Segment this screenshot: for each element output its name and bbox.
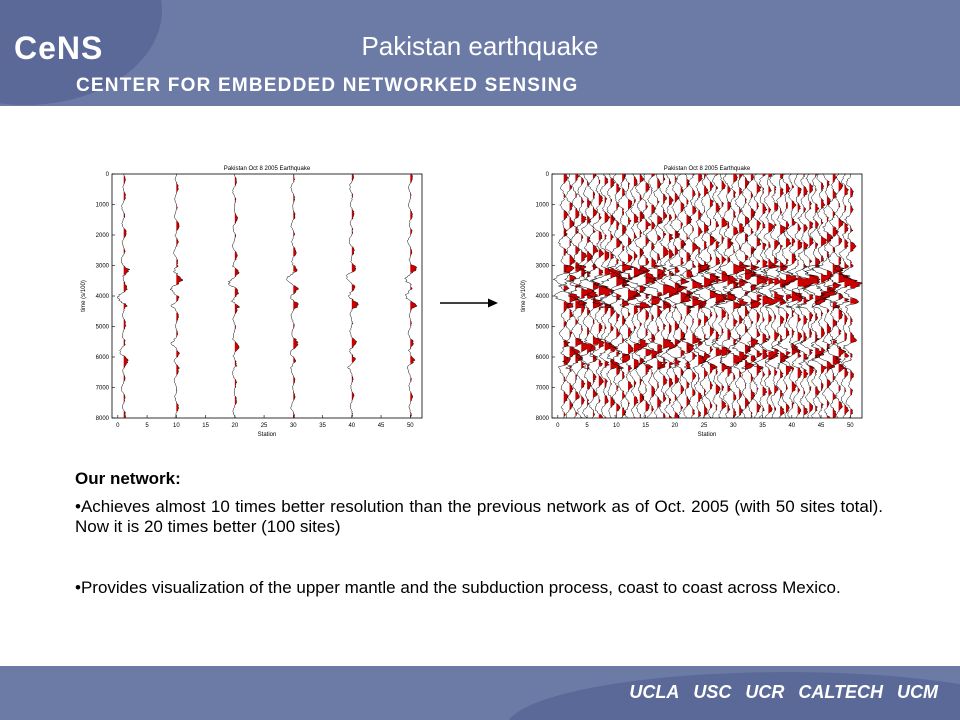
y-tick-label: 4000 (535, 294, 549, 300)
y-tick-label: 5000 (95, 324, 109, 331)
x-tick-label: 20 (671, 423, 679, 429)
y-tick-label: 3000 (95, 263, 109, 270)
y-tick-label: 2000 (95, 233, 109, 239)
x-tick-label: 45 (817, 423, 825, 429)
y-axis-label: time (s/100) (81, 280, 87, 312)
y-tick-label: 0 (105, 172, 109, 178)
y-tick-label: 1000 (535, 202, 549, 209)
y-tick-label: 6000 (535, 355, 549, 361)
x-tick-label: 15 (642, 423, 649, 429)
slide-title: Pakistan earthquake (361, 31, 599, 61)
header-bar (0, 0, 960, 106)
x-tick-label: 35 (319, 423, 326, 429)
y-tick-label: 7000 (535, 385, 549, 392)
x-tick-label: 30 (729, 423, 737, 429)
chart-title: Pakistan Oct 8 2005 Earthquake (663, 166, 751, 172)
y-tick-label: 8000 (95, 416, 109, 422)
x-tick-label: 0 (116, 423, 120, 429)
x-tick-label: 50 (846, 423, 854, 429)
y-tick-label: 5000 (535, 324, 549, 331)
x-tick-label: 40 (788, 423, 796, 429)
x-tick-label: 30 (289, 423, 297, 429)
y-tick-label: 0 (545, 172, 549, 178)
arrow-right-icon (438, 292, 500, 314)
x-axis-label: Station (697, 432, 717, 438)
y-tick-label: 3000 (535, 263, 549, 270)
x-tick-label: 45 (377, 423, 385, 429)
x-tick-label: 0 (556, 423, 560, 429)
x-tick-label: 50 (406, 423, 414, 429)
x-tick-label: 40 (348, 423, 356, 429)
y-tick-label: 1000 (95, 202, 109, 209)
partner-usc: USC (693, 682, 732, 702)
bullet-visualization: •Provides visualization of the upper mantle and the subduction process, coast to coast across Mexico. (75, 578, 841, 597)
x-tick-label: 10 (172, 423, 180, 429)
y-tick-label: 7000 (95, 385, 109, 392)
x-tick-label: 10 (612, 423, 620, 429)
y-tick-label: 8000 (535, 416, 549, 422)
x-tick-label: 15 (202, 423, 209, 429)
x-tick-label: 5 (585, 423, 589, 429)
y-axis-label: time (s/100) (521, 280, 527, 312)
partner-ucm: UCM (897, 682, 938, 702)
x-tick-label: 20 (231, 423, 239, 429)
y-tick-label: 6000 (95, 355, 109, 361)
x-tick-label: 25 (260, 423, 268, 429)
cens-logo: CeNS (14, 30, 104, 66)
organization-name: CENTER FOR EMBEDDED NETWORKED SENSING (76, 75, 579, 96)
seismogram-right (516, 160, 868, 442)
x-tick-label: 5 (145, 423, 149, 429)
y-tick-label: 2000 (535, 233, 549, 239)
x-axis-label: Station (257, 432, 277, 438)
chart-title: Pakistan Oct 8 2005 Earthquake (223, 166, 311, 172)
partner-caltech: CALTECH (798, 682, 883, 702)
seismogram-left (76, 160, 428, 442)
network-heading: Our network: (75, 469, 181, 488)
partner-list (615, 682, 938, 703)
partner-ucr: UCR (745, 682, 785, 702)
footer-bar (0, 666, 960, 720)
plot-frame (112, 174, 422, 418)
x-tick-label: 35 (759, 423, 766, 429)
y-tick-label: 4000 (95, 294, 109, 300)
x-tick-label: 25 (700, 423, 708, 429)
bullet-resolution: •Achieves almost 10 times better resolution than the previous network as of Oct. 2005 (with 50 sites total). Now it is 20 times better (100 sites) (75, 497, 883, 536)
partner-ucla: UCLA (629, 682, 680, 702)
